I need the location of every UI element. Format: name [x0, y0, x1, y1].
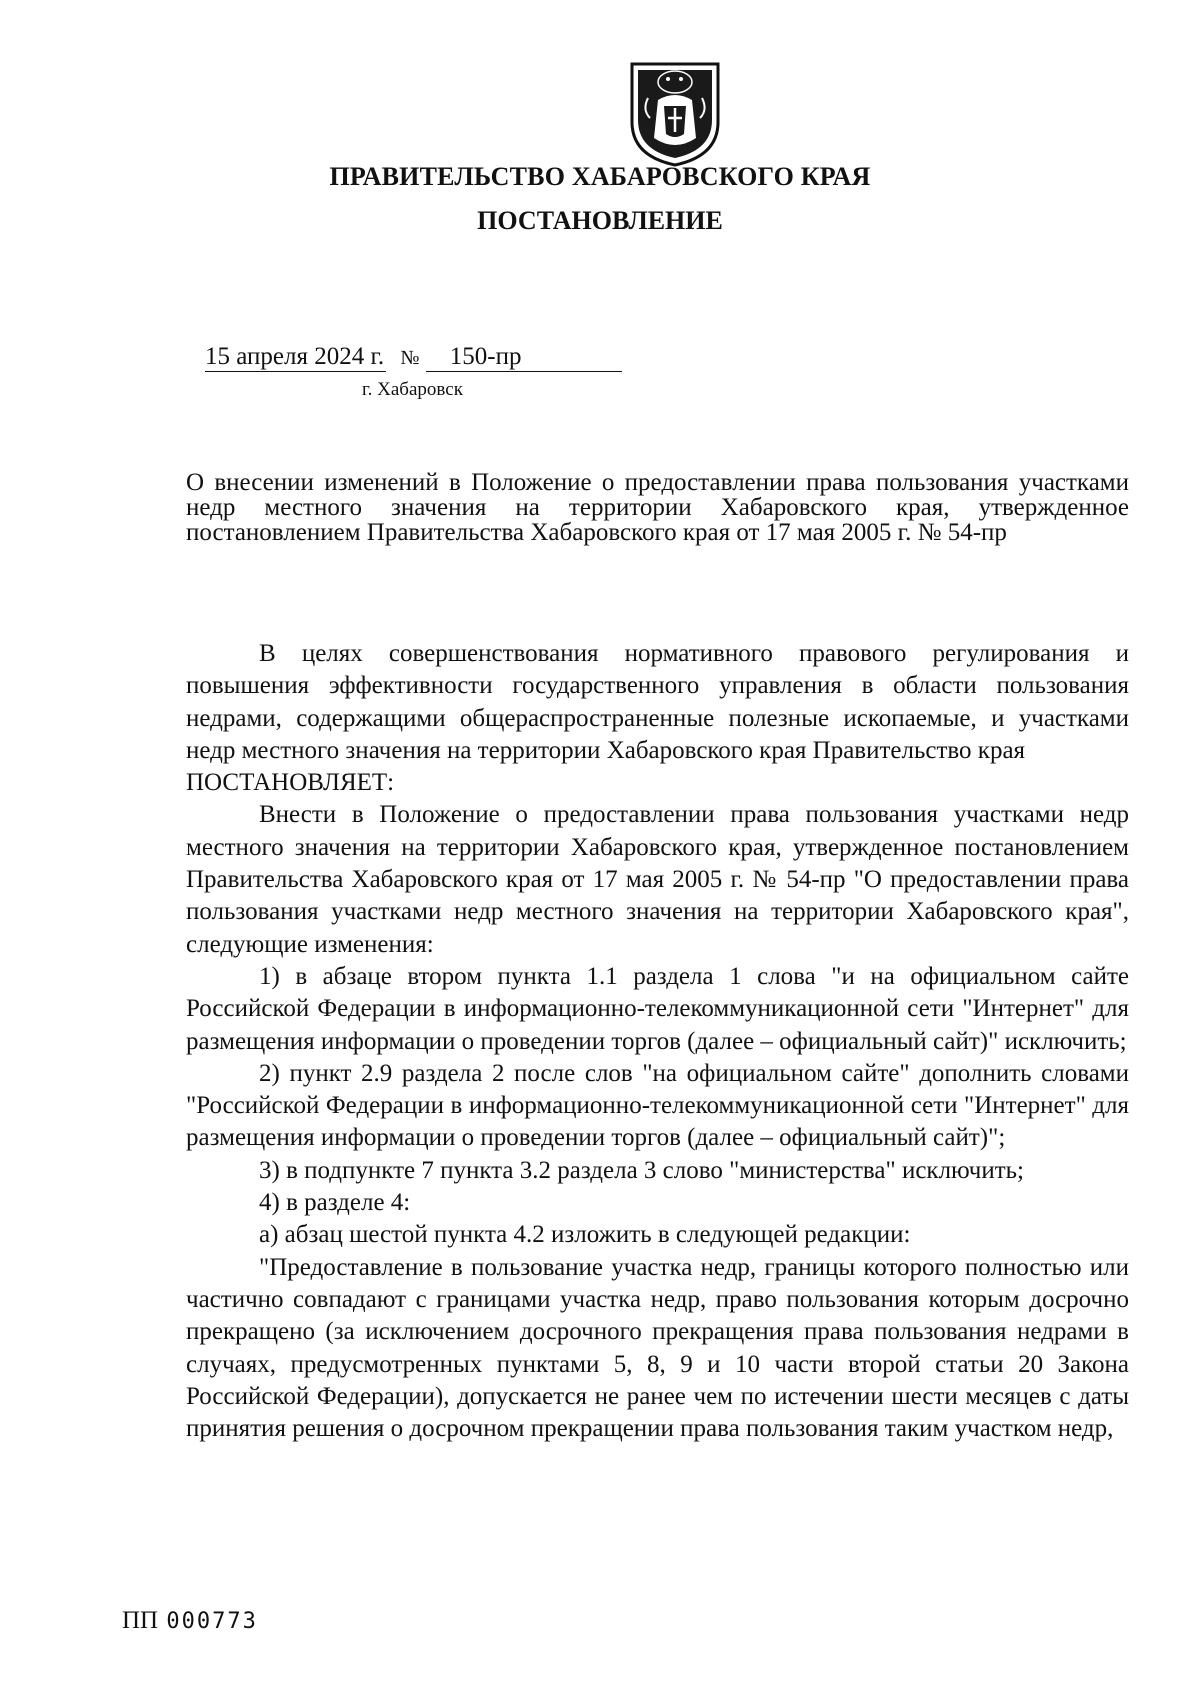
document-type-title: ПОСТАНОВЛЕНИЕ [477, 206, 723, 235]
coat-of-arms-icon [628, 60, 722, 168]
organization-title: ПРАВИТЕЛЬСТВО ХАБАРОВСКОГО КРАЯ [329, 162, 871, 191]
number-sign: № [400, 347, 420, 369]
quoted-paragraph: "Предоставление в пользование участка недр, границы которого полностью или частично совпадают с границами участка недр, право пользования которым досрочно прекращено (за исключением досрочного прекращения права пользования недрами в случаях, предусмотренных пунктами 5, 8, 9 и 10 части второй статьи 20 Закона Российской Федерации), допускается не ранее чем по истечении шести месяцев с даты принятия решения о досрочном прекращении права пользования таким участком недр, [186, 1253, 1129, 1443]
intro-paragraph: Внести в Положение о предоставлении права пользования участками недр местного значения на территории Хабаровского края, утвержденное постановлением Правительства Хабаровского края от 17 мая 2005 г. № 54-пр "О предоставлении права пользования участками недр местного значения на территории Хабаровского края", следующие изменения: [186, 801, 1129, 958]
item-4-paragraph: 4) в разделе 4: [259, 1189, 411, 1217]
document-subject: О внесении изменений в Положение о предоставлении права пользования участками недр местного значения на территории Хабаровского края, утвержденное постановлением Правительства Хабаровского края от 17 мая 2005 г. № 54-пр [186, 469, 1129, 546]
item-2-paragraph: 2) пункт 2.9 раздела 2 после слов "на официальном сайте" дополнить словами "Российской Федерации в информационно-телекоммуникационной сети "Интернет" для размещения информации о проведении торгов (далее – официальный сайт)"; [186, 1059, 1129, 1152]
item-4a-paragraph: а) абзац шестой пункта 4.2 изложить в следующей редакции: [259, 1221, 911, 1249]
preamble-paragraph: В целях совершенствования нормативного правового регулирования и повышения эффективности государственного управления в области пользования недрами, содержащими общераспространенные полезные ископаемые, и участками недр местного значения на территории Хабаровского края Правительство края [186, 640, 1129, 764]
footer-code-prefix: ПП [122, 1607, 159, 1634]
item-3-paragraph: 3) в подпункте 7 пункта 3.2 раздела 3 слово "министерства" исключить; [259, 1156, 1024, 1184]
registration-line [205, 343, 622, 372]
document-body [186, 638, 1129, 1445]
footer-code [122, 1607, 258, 1635]
document-number: 150-пр [426, 343, 622, 372]
footer-code-number: 000773 [166, 1609, 258, 1634]
document-date: 15 апреля 2024 г. [205, 343, 385, 370]
city-label: г. Хабаровск [362, 379, 463, 400]
item-1-paragraph: 1) в абзаце втором пункта 1.1 раздела 1 слова "и на официальном сайте Российской Федерации в информационно-телекоммуникационной сети "Интернет" для размещения информации о проведении торгов (далее – официальный сайт)" исключить; [186, 962, 1129, 1055]
resolves-heading: ПОСТАНОВЛЯЕТ: [186, 769, 395, 797]
